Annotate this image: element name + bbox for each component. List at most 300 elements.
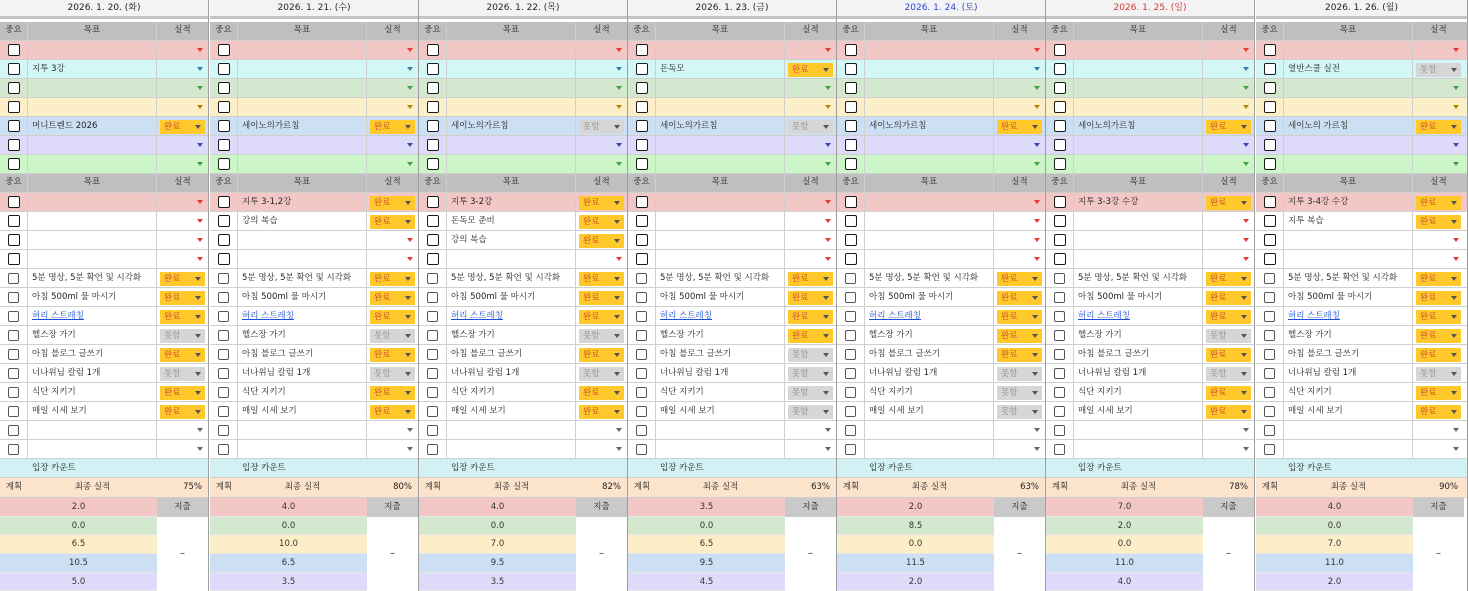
importance-checkbox[interactable] xyxy=(1054,196,1066,208)
result-dropdown[interactable] xyxy=(1203,193,1254,211)
goal-cell[interactable] xyxy=(1284,136,1413,154)
status-chip-done[interactable] xyxy=(160,348,205,362)
goal-cell[interactable] xyxy=(28,155,157,173)
goal-cell[interactable] xyxy=(1074,440,1203,458)
goal-cell[interactable] xyxy=(28,288,157,306)
result-dropdown[interactable] xyxy=(576,269,627,287)
result-dropdown[interactable] xyxy=(367,231,418,249)
status-chip-done[interactable] xyxy=(1416,348,1461,362)
goal-cell[interactable] xyxy=(238,250,367,268)
importance-checkbox[interactable] xyxy=(218,273,229,284)
importance-checkbox[interactable] xyxy=(427,330,438,341)
status-chip-fail[interactable] xyxy=(788,405,833,419)
goal-link-text[interactable]: 허리 스트레칭 xyxy=(242,311,294,321)
result-dropdown[interactable] xyxy=(367,98,418,116)
importance-checkbox[interactable] xyxy=(845,82,857,94)
importance-checkbox[interactable] xyxy=(218,406,229,417)
goal-cell[interactable] xyxy=(28,193,157,211)
importance-checkbox[interactable] xyxy=(427,368,438,379)
importance-checkbox[interactable] xyxy=(427,387,438,398)
submit-button[interactable]: 지출 xyxy=(785,498,836,517)
status-chip-done[interactable] xyxy=(1416,310,1461,324)
importance-checkbox[interactable] xyxy=(636,425,647,436)
status-chip-fail[interactable] xyxy=(788,120,833,134)
goal-cell[interactable] xyxy=(447,288,576,306)
importance-checkbox[interactable] xyxy=(8,82,20,94)
importance-checkbox[interactable] xyxy=(1054,101,1066,113)
goal-cell[interactable] xyxy=(28,402,157,420)
goal-cell[interactable] xyxy=(656,326,785,344)
importance-checkbox[interactable] xyxy=(1264,234,1276,246)
result-dropdown[interactable] xyxy=(1413,60,1464,78)
goal-cell[interactable] xyxy=(656,288,785,306)
importance-checkbox[interactable] xyxy=(1054,349,1065,360)
goal-cell[interactable] xyxy=(656,41,785,59)
status-chip-done[interactable] xyxy=(997,348,1042,362)
importance-checkbox[interactable] xyxy=(218,101,230,113)
goal-cell[interactable] xyxy=(1074,60,1203,78)
result-dropdown[interactable] xyxy=(157,250,208,268)
status-chip-done[interactable] xyxy=(579,348,624,362)
goal-cell[interactable] xyxy=(1284,421,1413,439)
goal-cell[interactable] xyxy=(865,193,994,211)
importance-checkbox[interactable] xyxy=(1054,215,1066,227)
result-dropdown[interactable] xyxy=(1203,421,1254,439)
importance-checkbox[interactable] xyxy=(8,44,20,56)
result-dropdown[interactable] xyxy=(785,155,836,173)
submit-button[interactable]: 지출 xyxy=(1203,498,1254,517)
importance-checkbox[interactable] xyxy=(427,158,439,170)
result-dropdown[interactable] xyxy=(576,155,627,173)
status-chip-done[interactable] xyxy=(370,405,415,419)
result-dropdown[interactable] xyxy=(157,212,208,230)
status-chip-done[interactable] xyxy=(160,291,205,305)
result-dropdown[interactable] xyxy=(157,307,208,325)
importance-checkbox[interactable] xyxy=(845,387,856,398)
goal-cell[interactable] xyxy=(28,136,157,154)
result-dropdown[interactable] xyxy=(785,231,836,249)
goal-cell[interactable] xyxy=(865,117,994,135)
importance-checkbox[interactable] xyxy=(8,234,20,246)
result-dropdown[interactable] xyxy=(785,136,836,154)
result-dropdown[interactable] xyxy=(1413,117,1464,135)
importance-checkbox[interactable] xyxy=(1264,311,1275,322)
submit-button[interactable]: 지출 xyxy=(367,498,418,517)
goal-cell[interactable] xyxy=(28,364,157,382)
goal-cell[interactable] xyxy=(865,79,994,97)
status-chip-fail[interactable] xyxy=(1206,329,1251,343)
goal-cell[interactable] xyxy=(28,231,157,249)
importance-checkbox[interactable] xyxy=(845,158,857,170)
goal-cell[interactable] xyxy=(447,269,576,287)
result-dropdown[interactable] xyxy=(367,288,418,306)
status-chip-done[interactable] xyxy=(579,310,624,324)
importance-checkbox[interactable] xyxy=(8,311,19,322)
status-chip-done[interactable] xyxy=(1206,348,1251,362)
goal-cell[interactable] xyxy=(1284,402,1413,420)
result-dropdown[interactable] xyxy=(367,402,418,420)
result-dropdown[interactable] xyxy=(994,41,1045,59)
importance-checkbox[interactable] xyxy=(218,368,229,379)
goal-cell[interactable] xyxy=(1284,250,1413,268)
result-dropdown[interactable] xyxy=(576,98,627,116)
result-dropdown[interactable] xyxy=(1203,288,1254,306)
result-dropdown[interactable] xyxy=(1203,345,1254,363)
importance-checkbox[interactable] xyxy=(427,82,439,94)
result-dropdown[interactable] xyxy=(576,79,627,97)
goal-cell[interactable] xyxy=(656,345,785,363)
goal-cell[interactable] xyxy=(656,212,785,230)
result-dropdown[interactable] xyxy=(1413,41,1464,59)
status-chip-fail[interactable] xyxy=(579,329,624,343)
result-dropdown[interactable] xyxy=(576,41,627,59)
importance-checkbox[interactable] xyxy=(1264,425,1275,436)
result-dropdown[interactable] xyxy=(994,212,1045,230)
importance-checkbox[interactable] xyxy=(1264,101,1276,113)
goal-cell[interactable] xyxy=(447,193,576,211)
goal-cell[interactable] xyxy=(865,41,994,59)
importance-checkbox[interactable] xyxy=(636,406,647,417)
importance-checkbox[interactable] xyxy=(218,234,230,246)
result-dropdown[interactable] xyxy=(994,250,1045,268)
goal-cell[interactable] xyxy=(1074,288,1203,306)
importance-checkbox[interactable] xyxy=(218,196,230,208)
goal-cell[interactable] xyxy=(1284,117,1413,135)
goal-cell[interactable] xyxy=(28,60,157,78)
status-chip-done[interactable] xyxy=(1416,215,1461,229)
importance-checkbox[interactable] xyxy=(636,330,647,341)
importance-checkbox[interactable] xyxy=(845,425,856,436)
result-dropdown[interactable] xyxy=(1203,307,1254,325)
goal-cell[interactable] xyxy=(656,231,785,249)
importance-checkbox[interactable] xyxy=(845,120,857,132)
goal-link-text[interactable]: 허리 스트레칭 xyxy=(869,311,921,321)
goal-cell[interactable] xyxy=(865,288,994,306)
importance-checkbox[interactable] xyxy=(218,215,230,227)
goal-cell[interactable] xyxy=(1074,155,1203,173)
importance-checkbox[interactable] xyxy=(218,139,230,151)
result-dropdown[interactable] xyxy=(367,60,418,78)
submit-button[interactable]: 지출 xyxy=(576,498,627,517)
importance-checkbox[interactable] xyxy=(1264,44,1276,56)
goal-cell[interactable] xyxy=(1284,231,1413,249)
status-chip-done[interactable] xyxy=(160,310,205,324)
result-dropdown[interactable] xyxy=(157,345,208,363)
goal-cell[interactable] xyxy=(1074,250,1203,268)
importance-checkbox[interactable] xyxy=(1054,406,1065,417)
importance-checkbox[interactable] xyxy=(218,330,229,341)
importance-checkbox[interactable] xyxy=(218,311,229,322)
goal-cell[interactable] xyxy=(238,212,367,230)
goal-cell[interactable] xyxy=(865,345,994,363)
importance-checkbox[interactable] xyxy=(1264,368,1275,379)
goal-cell[interactable] xyxy=(238,440,367,458)
result-dropdown[interactable] xyxy=(367,136,418,154)
result-dropdown[interactable] xyxy=(1203,41,1254,59)
importance-checkbox[interactable] xyxy=(218,63,230,75)
status-chip-done[interactable] xyxy=(997,310,1042,324)
goal-cell[interactable] xyxy=(1074,193,1203,211)
result-dropdown[interactable] xyxy=(1413,136,1464,154)
result-dropdown[interactable] xyxy=(994,345,1045,363)
importance-checkbox[interactable] xyxy=(427,273,438,284)
importance-checkbox[interactable] xyxy=(218,120,230,132)
status-chip-done[interactable] xyxy=(370,386,415,400)
goal-cell[interactable] xyxy=(656,136,785,154)
goal-cell[interactable] xyxy=(1284,41,1413,59)
result-dropdown[interactable] xyxy=(785,117,836,135)
result-dropdown[interactable] xyxy=(1203,402,1254,420)
importance-checkbox[interactable] xyxy=(636,82,648,94)
status-chip-fail[interactable] xyxy=(788,348,833,362)
importance-checkbox[interactable] xyxy=(1054,44,1066,56)
importance-checkbox[interactable] xyxy=(218,158,230,170)
goal-cell[interactable] xyxy=(865,60,994,78)
result-dropdown[interactable] xyxy=(1413,231,1464,249)
status-chip-done[interactable] xyxy=(788,310,833,324)
result-dropdown[interactable] xyxy=(994,421,1045,439)
goal-cell[interactable] xyxy=(238,231,367,249)
result-dropdown[interactable] xyxy=(367,440,418,458)
goal-cell[interactable] xyxy=(1284,155,1413,173)
goal-cell[interactable] xyxy=(28,345,157,363)
goal-cell[interactable] xyxy=(28,250,157,268)
result-dropdown[interactable] xyxy=(785,421,836,439)
status-chip-done[interactable] xyxy=(579,386,624,400)
result-dropdown[interactable] xyxy=(1413,250,1464,268)
goal-cell[interactable] xyxy=(1074,41,1203,59)
result-dropdown[interactable] xyxy=(157,231,208,249)
importance-checkbox[interactable] xyxy=(427,101,439,113)
status-chip-done[interactable] xyxy=(370,196,415,210)
status-chip-done[interactable] xyxy=(1416,120,1461,134)
goal-cell[interactable] xyxy=(447,345,576,363)
result-dropdown[interactable] xyxy=(576,402,627,420)
result-dropdown[interactable] xyxy=(1413,155,1464,173)
importance-checkbox[interactable] xyxy=(8,387,19,398)
goal-cell[interactable] xyxy=(1074,307,1203,325)
result-dropdown[interactable] xyxy=(994,98,1045,116)
importance-checkbox[interactable] xyxy=(636,444,647,455)
result-dropdown[interactable] xyxy=(367,307,418,325)
submit-button[interactable]: 지출 xyxy=(157,498,208,517)
importance-checkbox[interactable] xyxy=(1264,330,1275,341)
submit-button[interactable]: 지출 xyxy=(994,498,1045,517)
importance-checkbox[interactable] xyxy=(1264,387,1275,398)
result-dropdown[interactable] xyxy=(994,364,1045,382)
importance-checkbox[interactable] xyxy=(427,215,439,227)
result-dropdown[interactable] xyxy=(785,60,836,78)
importance-checkbox[interactable] xyxy=(427,234,439,246)
result-dropdown[interactable] xyxy=(785,364,836,382)
goal-cell[interactable] xyxy=(238,193,367,211)
goal-cell[interactable] xyxy=(447,136,576,154)
result-dropdown[interactable] xyxy=(994,193,1045,211)
result-dropdown[interactable] xyxy=(576,250,627,268)
status-chip-done[interactable] xyxy=(1206,196,1251,210)
importance-checkbox[interactable] xyxy=(8,292,19,303)
status-chip-done[interactable] xyxy=(370,272,415,286)
goal-cell[interactable] xyxy=(1074,326,1203,344)
goal-cell[interactable] xyxy=(28,326,157,344)
goal-cell[interactable] xyxy=(447,98,576,116)
goal-cell[interactable] xyxy=(447,402,576,420)
importance-checkbox[interactable] xyxy=(1054,63,1066,75)
goal-cell[interactable] xyxy=(238,383,367,401)
status-chip-done[interactable] xyxy=(1206,405,1251,419)
result-dropdown[interactable] xyxy=(157,193,208,211)
importance-checkbox[interactable] xyxy=(218,444,229,455)
importance-checkbox[interactable] xyxy=(218,292,229,303)
importance-checkbox[interactable] xyxy=(8,196,20,208)
importance-checkbox[interactable] xyxy=(1264,158,1276,170)
result-dropdown[interactable] xyxy=(576,288,627,306)
importance-checkbox[interactable] xyxy=(845,234,857,246)
goal-cell[interactable] xyxy=(238,98,367,116)
result-dropdown[interactable] xyxy=(367,41,418,59)
result-dropdown[interactable] xyxy=(1413,269,1464,287)
result-dropdown[interactable] xyxy=(157,60,208,78)
result-dropdown[interactable] xyxy=(785,212,836,230)
importance-checkbox[interactable] xyxy=(218,349,229,360)
goal-cell[interactable] xyxy=(656,307,785,325)
status-chip-done[interactable] xyxy=(579,196,624,210)
result-dropdown[interactable] xyxy=(994,117,1045,135)
goal-link-text[interactable]: 허리 스트레칭 xyxy=(1288,311,1340,321)
goal-link-text[interactable]: 허리 스트레칭 xyxy=(32,311,84,321)
importance-checkbox[interactable] xyxy=(845,44,857,56)
goal-cell[interactable] xyxy=(447,60,576,78)
goal-cell[interactable] xyxy=(1074,421,1203,439)
result-dropdown[interactable] xyxy=(785,250,836,268)
result-dropdown[interactable] xyxy=(576,383,627,401)
goal-cell[interactable] xyxy=(238,269,367,287)
status-chip-done[interactable] xyxy=(579,215,624,229)
status-chip-done[interactable] xyxy=(160,386,205,400)
importance-checkbox[interactable] xyxy=(1264,196,1276,208)
status-chip-fail[interactable] xyxy=(370,367,415,381)
importance-checkbox[interactable] xyxy=(1054,120,1066,132)
result-dropdown[interactable] xyxy=(157,98,208,116)
importance-checkbox[interactable] xyxy=(218,425,229,436)
importance-checkbox[interactable] xyxy=(427,406,438,417)
result-dropdown[interactable] xyxy=(994,402,1045,420)
goal-cell[interactable] xyxy=(28,41,157,59)
result-dropdown[interactable] xyxy=(1413,421,1464,439)
result-dropdown[interactable] xyxy=(157,79,208,97)
status-chip-done[interactable] xyxy=(1206,386,1251,400)
importance-checkbox[interactable] xyxy=(845,330,856,341)
result-dropdown[interactable] xyxy=(1413,402,1464,420)
status-chip-done[interactable] xyxy=(1416,196,1461,210)
importance-checkbox[interactable] xyxy=(636,215,648,227)
status-chip-fail[interactable] xyxy=(370,329,415,343)
goal-cell[interactable] xyxy=(1074,345,1203,363)
goal-cell[interactable] xyxy=(1074,136,1203,154)
importance-checkbox[interactable] xyxy=(8,215,20,227)
result-dropdown[interactable] xyxy=(576,364,627,382)
status-chip-done[interactable] xyxy=(1206,272,1251,286)
goal-cell[interactable] xyxy=(1284,269,1413,287)
goal-cell[interactable] xyxy=(656,440,785,458)
goal-cell[interactable] xyxy=(656,364,785,382)
importance-checkbox[interactable] xyxy=(8,253,20,265)
goal-cell[interactable] xyxy=(1284,288,1413,306)
importance-checkbox[interactable] xyxy=(427,349,438,360)
goal-cell[interactable] xyxy=(238,79,367,97)
goal-cell[interactable] xyxy=(447,250,576,268)
goal-cell[interactable] xyxy=(1074,79,1203,97)
result-dropdown[interactable] xyxy=(1413,193,1464,211)
result-dropdown[interactable] xyxy=(785,79,836,97)
result-dropdown[interactable] xyxy=(785,440,836,458)
status-chip-done[interactable] xyxy=(579,291,624,305)
status-chip-done[interactable] xyxy=(579,234,624,248)
status-chip-done[interactable] xyxy=(370,215,415,229)
result-dropdown[interactable] xyxy=(994,231,1045,249)
result-dropdown[interactable] xyxy=(157,155,208,173)
result-dropdown[interactable] xyxy=(1413,288,1464,306)
goal-cell[interactable] xyxy=(238,364,367,382)
importance-checkbox[interactable] xyxy=(1264,82,1276,94)
goal-cell[interactable] xyxy=(447,383,576,401)
goal-cell[interactable] xyxy=(238,421,367,439)
goal-cell[interactable] xyxy=(656,193,785,211)
importance-checkbox[interactable] xyxy=(636,273,647,284)
goal-cell[interactable] xyxy=(1074,402,1203,420)
importance-checkbox[interactable] xyxy=(1054,444,1065,455)
goal-cell[interactable] xyxy=(865,269,994,287)
result-dropdown[interactable] xyxy=(1413,307,1464,325)
goal-cell[interactable] xyxy=(1284,326,1413,344)
goal-cell[interactable] xyxy=(1284,440,1413,458)
result-dropdown[interactable] xyxy=(1203,440,1254,458)
importance-checkbox[interactable] xyxy=(8,139,20,151)
result-dropdown[interactable] xyxy=(994,136,1045,154)
result-dropdown[interactable] xyxy=(157,421,208,439)
status-chip-done[interactable] xyxy=(1416,386,1461,400)
importance-checkbox[interactable] xyxy=(845,253,857,265)
importance-checkbox[interactable] xyxy=(845,311,856,322)
status-chip-done[interactable] xyxy=(370,310,415,324)
result-dropdown[interactable] xyxy=(367,326,418,344)
importance-checkbox[interactable] xyxy=(636,234,648,246)
importance-checkbox[interactable] xyxy=(636,44,648,56)
status-chip-done[interactable] xyxy=(1416,272,1461,286)
goal-cell[interactable] xyxy=(865,440,994,458)
status-chip-fail[interactable] xyxy=(1206,367,1251,381)
goal-cell[interactable] xyxy=(447,364,576,382)
result-dropdown[interactable] xyxy=(994,155,1045,173)
status-chip-done[interactable] xyxy=(997,120,1042,134)
importance-checkbox[interactable] xyxy=(8,273,19,284)
result-dropdown[interactable] xyxy=(1203,212,1254,230)
importance-checkbox[interactable] xyxy=(636,139,648,151)
goal-cell[interactable] xyxy=(865,212,994,230)
status-chip-done[interactable] xyxy=(788,329,833,343)
goal-cell[interactable] xyxy=(28,79,157,97)
goal-cell[interactable] xyxy=(447,79,576,97)
goal-cell[interactable] xyxy=(1284,193,1413,211)
goal-cell[interactable] xyxy=(865,383,994,401)
goal-cell[interactable] xyxy=(1074,212,1203,230)
goal-cell[interactable] xyxy=(447,231,576,249)
importance-checkbox[interactable] xyxy=(1264,406,1275,417)
importance-checkbox[interactable] xyxy=(8,120,20,132)
status-chip-done[interactable] xyxy=(370,291,415,305)
result-dropdown[interactable] xyxy=(157,288,208,306)
result-dropdown[interactable] xyxy=(994,307,1045,325)
